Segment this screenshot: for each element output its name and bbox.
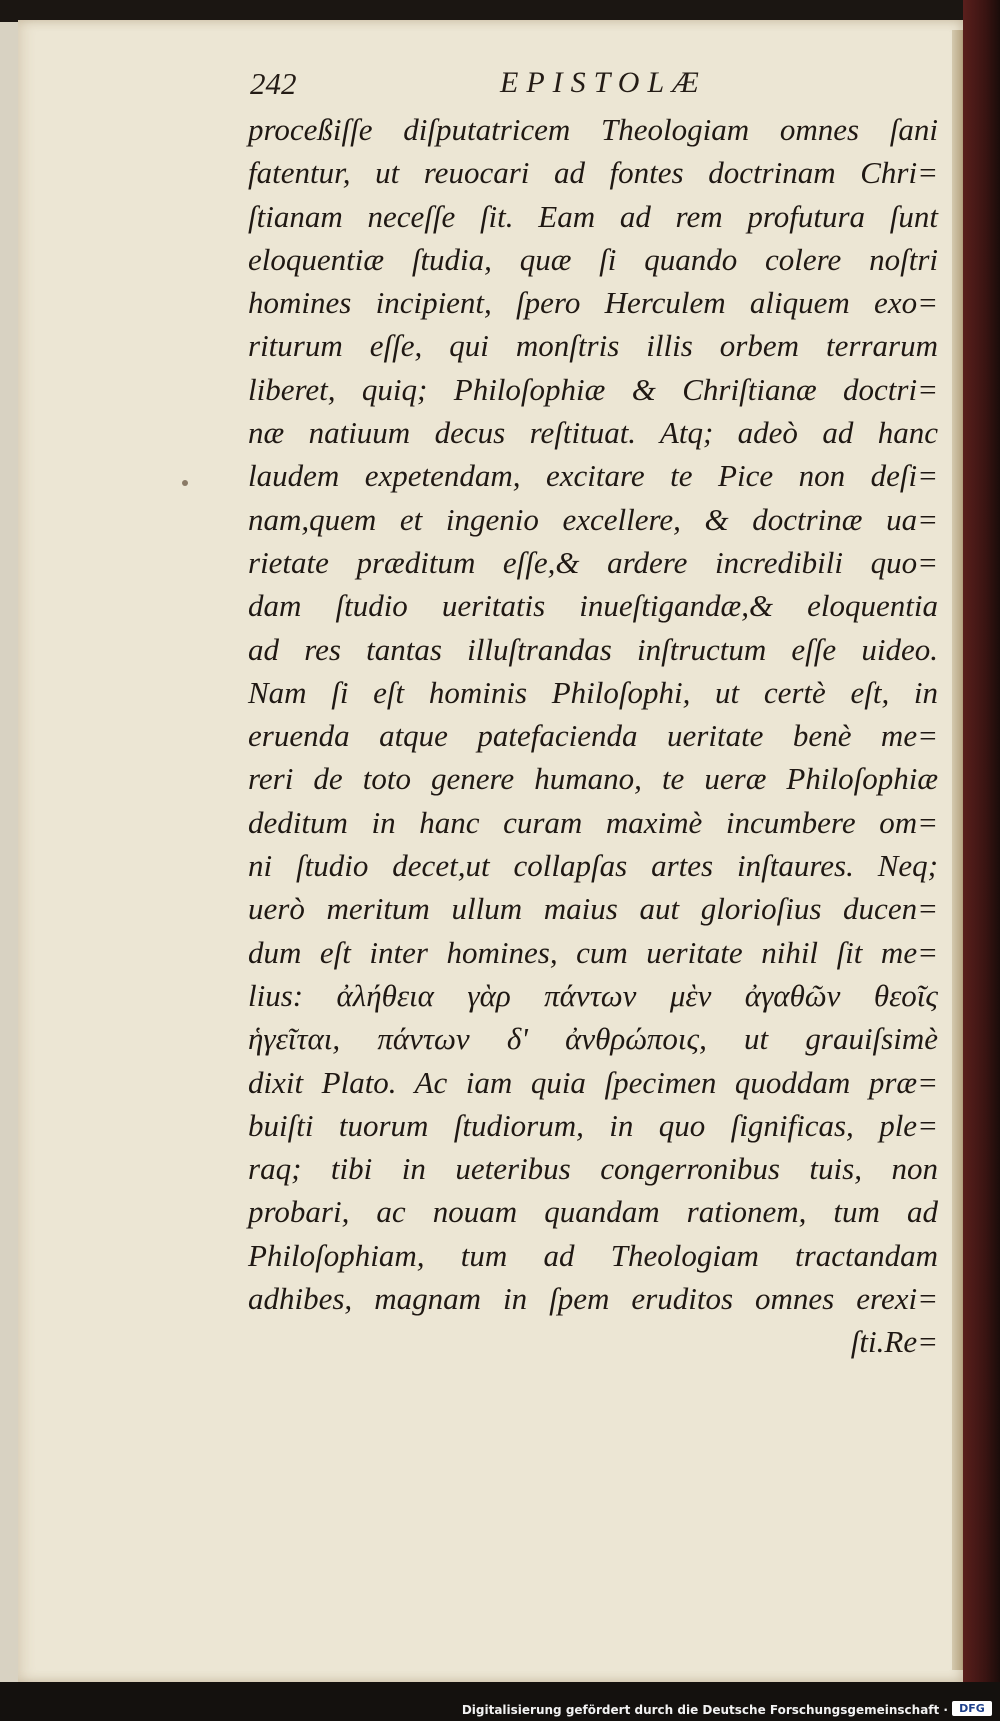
text-line: dam ſtudio ueritatis inueſtigandæ,& eloquentia: [248, 588, 938, 624]
text-line: uerò meritum ullum maius aut glorioſius ducen=: [248, 891, 938, 927]
text-line-greek: ἡγεῖται, πάντων δ' ἀνθρώποις, ut grauiſsimè: [248, 1021, 938, 1057]
body-text: [248, 108, 938, 1364]
text-line: nam,quem et ingenio excellere, & doctrinæ ua=: [248, 501, 938, 537]
text-line: reri de toto genere humano, te ueræ Philoſophiæ: [248, 761, 938, 797]
text-line: proceßiſſe diſputatricem Theologiam omnes ſani: [248, 112, 938, 147]
text-line: raq; tibi in ueteribus congerronibus tuis, non: [248, 1151, 938, 1187]
running-title: EPISTOLÆ: [500, 66, 707, 99]
catchword-line: ſti.Re=: [850, 1324, 938, 1360]
text-line: riturum eſſe, qui monſtris illis orbem terrarum: [248, 328, 938, 364]
text-line: laudem expetendam, excitare te Pice non deſi=: [248, 458, 938, 494]
text-line: Nam ſi eſt hominis Philoſophi, ut certè eſt, in: [248, 674, 938, 710]
text-line: næ natiuum decus reſtituat. Atq; adeò ad hanc: [248, 415, 938, 451]
text-line: adhibes, magnam in ſpem eruditos omnes erexi=: [248, 1281, 938, 1317]
text-line: eruenda atque patefacienda ueritate benè me=: [248, 718, 938, 754]
text-line: ni ſtudio decet,ut collapſas artes inſtaures. Neq;: [248, 848, 938, 884]
page-number: 242: [250, 66, 297, 101]
text-line: probari, ac nouam quandam rationem, tum ad: [248, 1194, 938, 1230]
text-line: homines incipient, ſpero Herculem aliquem exo=: [248, 285, 938, 321]
text-line: fatentur, ut reuocari ad fontes doctrinam Chri=: [248, 155, 938, 191]
text-line: Philoſophiam, tum ad Theologiam tractandam: [248, 1237, 938, 1273]
dfg-logo: DFG: [952, 1701, 992, 1716]
margin-mark: [182, 480, 188, 486]
text-line: eloquentiæ ſtudia, quæ ſi quando colere noſtri: [248, 241, 938, 277]
scan-frame-bottom: [0, 1682, 1000, 1721]
text-line: ſtianam neceſſe ſit. Eam ad rem profutura ſunt: [248, 198, 938, 234]
text-line: liberet, quiq; Philoſophiæ & Chriſtianæ doctri=: [248, 371, 938, 407]
scan-frame-top: [0, 0, 1000, 22]
text-line: deditum in hanc curam maximè incumbere om=: [248, 804, 938, 840]
text-line: dum eſt inter homines, cum ueritate nihil ſit me=: [248, 934, 938, 970]
text-line: dixit Plato. Ac iam quia ſpecimen quoddam præ=: [248, 1064, 938, 1100]
text-line-greek: lius: ἀλήθεια γὰρ πάντων μὲν ἀγαθῶν θεοῖς: [248, 977, 938, 1013]
digitization-credit: Digitalisierung gefördert durch die Deutsche Forschungsgemeinschaft ·: [461, 1703, 948, 1717]
text-line: rietate præditum eſſe,& ardere incredibili quo=: [248, 544, 938, 580]
book-binding: [963, 0, 1000, 1721]
text-line: buiſti tuorum ſtudiorum, in quo ſignificas, ple=: [248, 1107, 938, 1143]
text-line: ad res tantas illuſtrandas inſtructum eſſe uideo.: [248, 631, 938, 667]
